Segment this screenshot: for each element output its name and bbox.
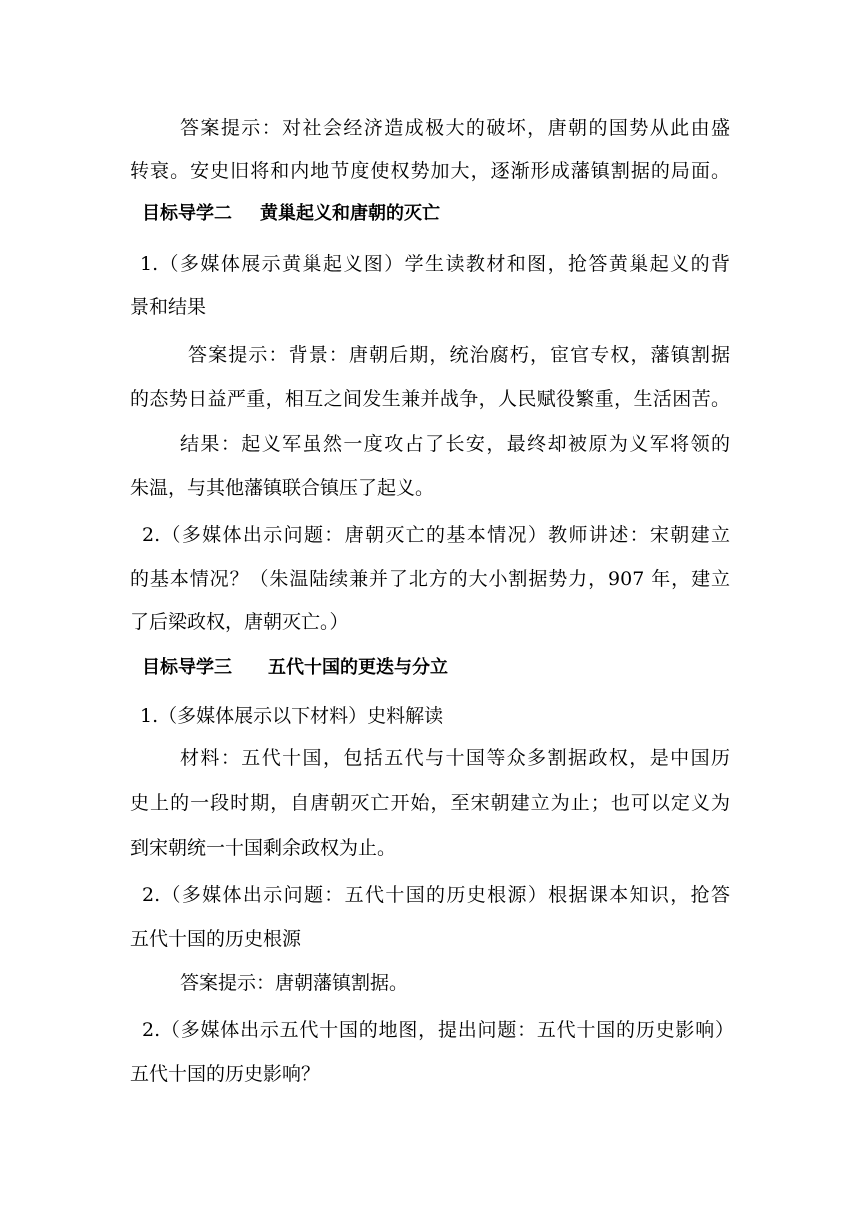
question-3-line-1: 1.（多媒体展示以下材料）史料解读: [140, 705, 444, 727]
question-2-line-3: 了后梁政权，唐朝灭亡。）: [130, 611, 349, 633]
material-line-3: 到宋朝统一十国剩余政权为止。: [130, 837, 397, 859]
answer-1-line-2: 的态势日益严重，相互之间发生兼并战争，人民赋役繁重，生活困苦。: [130, 388, 730, 410]
material-line-1: 材料：五代十国，包括五代与十国等众多割据政权，是中国历: [180, 747, 730, 769]
question-1-line-2: 景和结果: [130, 296, 207, 318]
section-heading-2: [142, 201, 742, 227]
question-4-line-2: 五代十国的历史根源: [130, 928, 302, 950]
question-5-line-1: 2.（多媒体出示五代十国的地图，提出问题：五代十国的历史影响）: [142, 1019, 734, 1041]
paragraph-answer-line-2: 转衰。安史旧将和内地节度使权势加大，逐渐形成藩镇割据的局面。: [130, 160, 730, 182]
question-2-line-1: 2.（多媒体出示问题：唐朝灭亡的基本情况）教师讲述：宋朝建立: [142, 524, 730, 546]
section-heading-3: [142, 655, 742, 681]
result-1-line-1: 结果：起义军虽然一度攻占了长安，最终却被原为义军将领的: [180, 433, 730, 455]
section-label: 目标导学二: [142, 203, 232, 224]
result-1-line-2: 朱温，与其他藩镇联合镇压了起义。: [130, 477, 435, 499]
question-5-line-2: 五代十国的历史影响？: [130, 1063, 321, 1085]
answer-4-line-1: 答案提示：唐朝藩镇割据。: [180, 972, 409, 994]
material-line-2: 史上的一段时期，自唐朝灭亡开始，至宋朝建立为止；也可以定义为: [130, 792, 730, 814]
paragraph-answer-line-1: 答案提示：对社会经济造成极大的破坏，唐朝的国势从此由盛: [180, 117, 730, 139]
question-4-line-1: 2.（多媒体出示问题：五代十国的历史根源）根据课本知识，抢答: [142, 884, 730, 906]
answer-1-line-1: 答案提示：背景：唐朝后期，统治腐朽，宦官专权，藩镇割据: [188, 344, 730, 366]
question-1-line-1: 1.（多媒体展示黄巢起义图）学生读教材和图，抢答黄巢起义的背: [140, 253, 730, 275]
section-title: 黄巢起义和唐朝的灭亡: [260, 203, 440, 224]
question-2-line-2: 的基本情况？（朱温陆续兼并了北方的大小割据势力，907 年，建立: [130, 568, 730, 590]
section-label: 目标导学三: [142, 657, 232, 678]
section-title: 五代十国的更迭与分立: [268, 657, 448, 678]
